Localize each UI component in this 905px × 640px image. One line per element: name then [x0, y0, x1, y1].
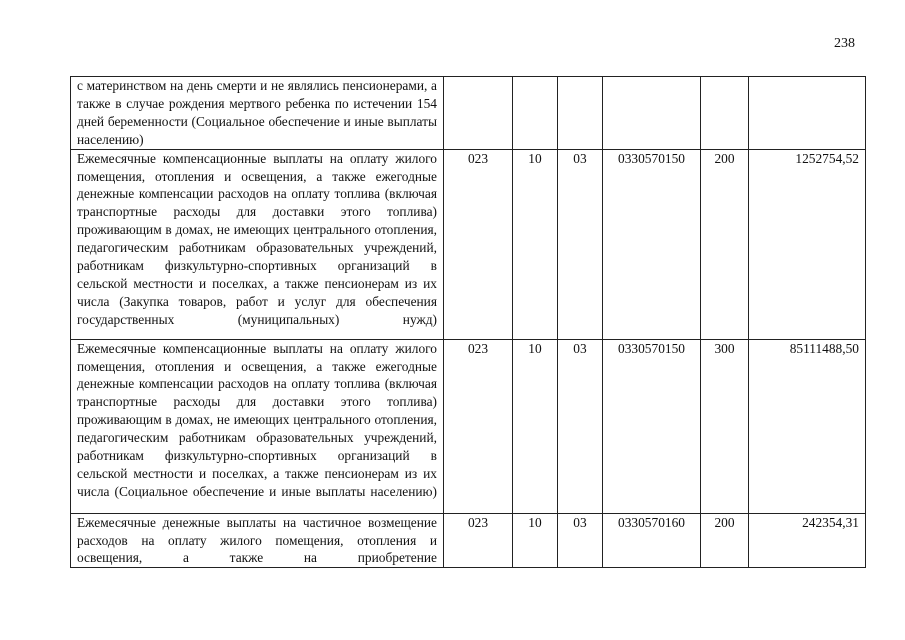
- row-ministry-code: [444, 77, 513, 150]
- row-expense-type: [701, 77, 749, 150]
- row-description: Ежемесячные компенсационные выплаты на оплату жилого помещения, отопления и освещения, а также ежегодные денежные компенсации расходов на оплату топлива (включая транспортные расходы для доставки этого топлива) проживающим в домах, не имеющих центрального отопления, педагогическим работникам образовательных учреждений, работникам физкультурно-спортивных организаций в сельской местности и поселках, а также пенсионерам из их числа (Социальное обеспечение и иные выплаты населению): [71, 339, 444, 513]
- row-amount: [749, 77, 866, 150]
- table-row: [71, 149, 866, 339]
- table-row: [71, 513, 866, 568]
- row-subsection-code: 03: [558, 149, 603, 339]
- row-section-code: 10: [513, 339, 558, 513]
- table-row: [71, 77, 866, 150]
- row-expense-type: 200: [701, 513, 749, 568]
- row-section-code: 10: [513, 149, 558, 339]
- row-subsection-code: [558, 77, 603, 150]
- row-amount: 242354,31: [749, 513, 866, 568]
- row-ministry-code: 023: [444, 513, 513, 568]
- row-description: с материнством на день смерти и не являлись пенсионерами, а также в случае рождения мертвого ребенка по истечении 154 дней беременности (Социальное обеспечение и иные выплаты населению): [71, 77, 444, 150]
- row-subsection-code: 03: [558, 339, 603, 513]
- row-target-article: 0330570150: [603, 149, 701, 339]
- budget-table: [70, 76, 866, 568]
- row-target-article: [603, 77, 701, 150]
- row-amount: 1252754,52: [749, 149, 866, 339]
- row-expense-type: 200: [701, 149, 749, 339]
- row-description: Ежемесячные денежные выплаты на частичное возмещение расходов на оплату жилого помещения, отопления и освещения, а также на приобретение: [71, 513, 444, 568]
- row-subsection-code: 03: [558, 513, 603, 568]
- table-row: [71, 339, 866, 513]
- row-ministry-code: 023: [444, 339, 513, 513]
- row-target-article: 0330570160: [603, 513, 701, 568]
- row-ministry-code: 023: [444, 149, 513, 339]
- row-section-code: [513, 77, 558, 150]
- row-expense-type: 300: [701, 339, 749, 513]
- page-number: 238: [834, 36, 855, 51]
- row-amount: 85111488,50: [749, 339, 866, 513]
- row-section-code: 10: [513, 513, 558, 568]
- row-description: Ежемесячные компенсационные выплаты на оплату жилого помещения, отопления и освещения, а также ежегодные денежные компенсации расходов на оплату топлива (включая транспортные расходы для доставки этого топлива) проживающим в домах, не имеющих центрального отопления, педагогическим работникам образовательных учреждений, работникам физкультурно-спортивных организаций в сельской местности и поселках, а также пенсионерам из их числа (Закупка товаров, работ и услуг для обеспечения государственных (муниципальных) нужд): [71, 149, 444, 339]
- row-target-article: 0330570150: [603, 339, 701, 513]
